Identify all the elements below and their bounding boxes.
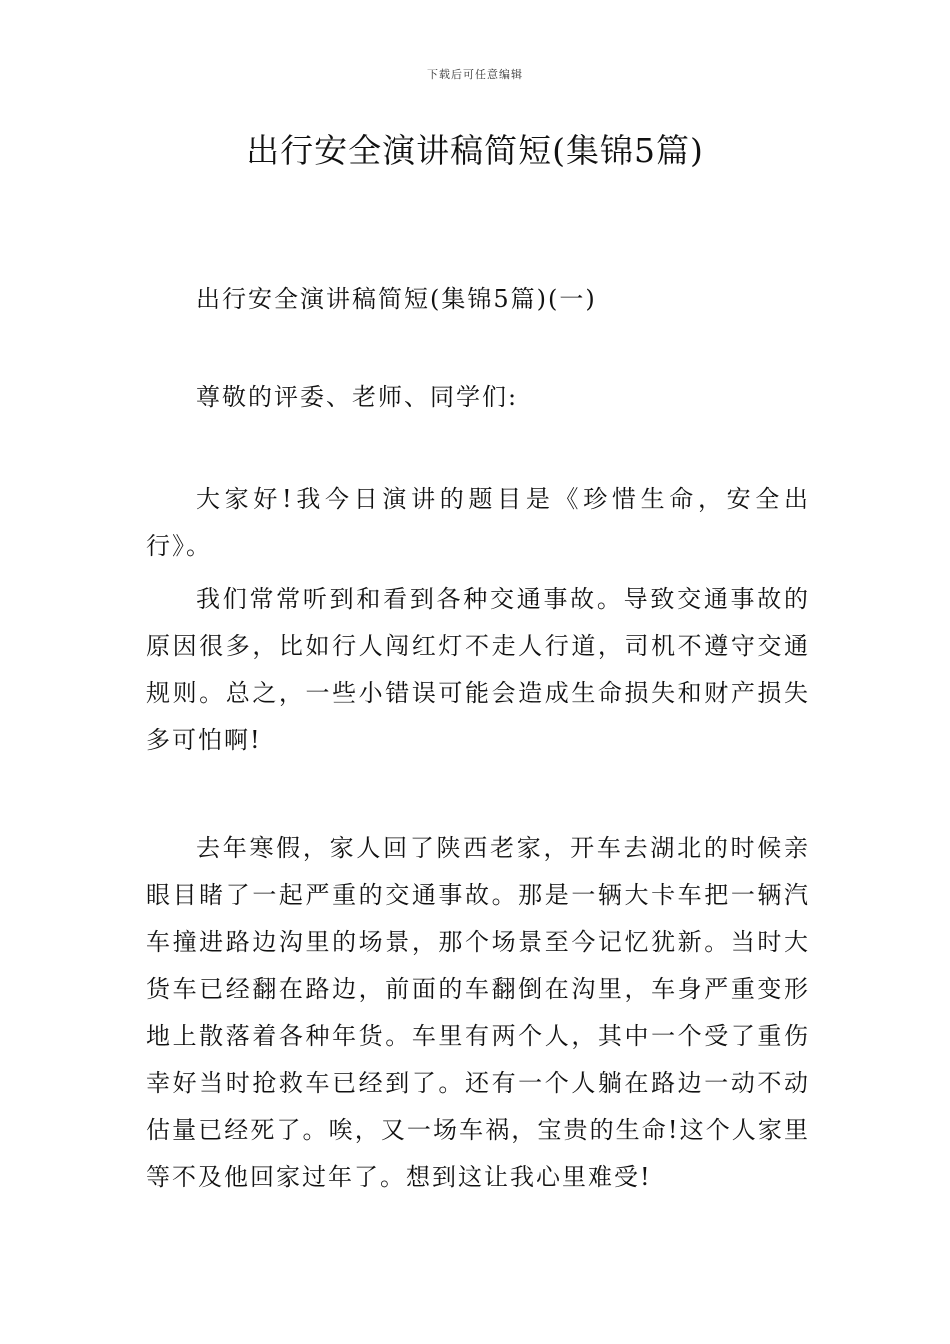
- document-title: 出行安全演讲稿简短(集锦5篇): [246, 131, 704, 170]
- greeting-paragraph: 大家好!我今日演讲的题目是《珍惜生命，安全出行》。: [146, 485, 810, 560]
- header-note: 下载后可任意编辑: [427, 68, 523, 81]
- accident-causes-paragraph: 我们常常听到和看到各种交通事故。导致交通事故的原因很多，比如行人闯红灯不走人行道，司机不遵守交通规则。总之，一些小错误可能会造成生命损失和财产损失多可怕啊!: [146, 585, 810, 754]
- salutation-paragraph: 尊敬的评委、老师、同学们:: [196, 383, 519, 411]
- personal-story-paragraph: 去年寒假，家人回了陕西老家，开车去湖北的时候亲眼目睹了一起严重的交通事故。那是一辆大卡车把一辆汽车撞进路边沟里的场景，那个场景至今记忆犹新。当时大货车已经翻在路边，前面的车翻倒在沟里，车身严重变形地上散落着各种年货。车里有两个人，其中一个受了重伤幸好当时抢救车已经到了。还有一个人躺在路边一动不动估量已经死了。唉，又一场车祸，宝贵的生命!这个人家里等不及他回家过年了。想到这让我心里难受!: [146, 834, 810, 1191]
- section-heading: 出行安全演讲稿简短(集锦5篇)(一): [196, 285, 597, 313]
